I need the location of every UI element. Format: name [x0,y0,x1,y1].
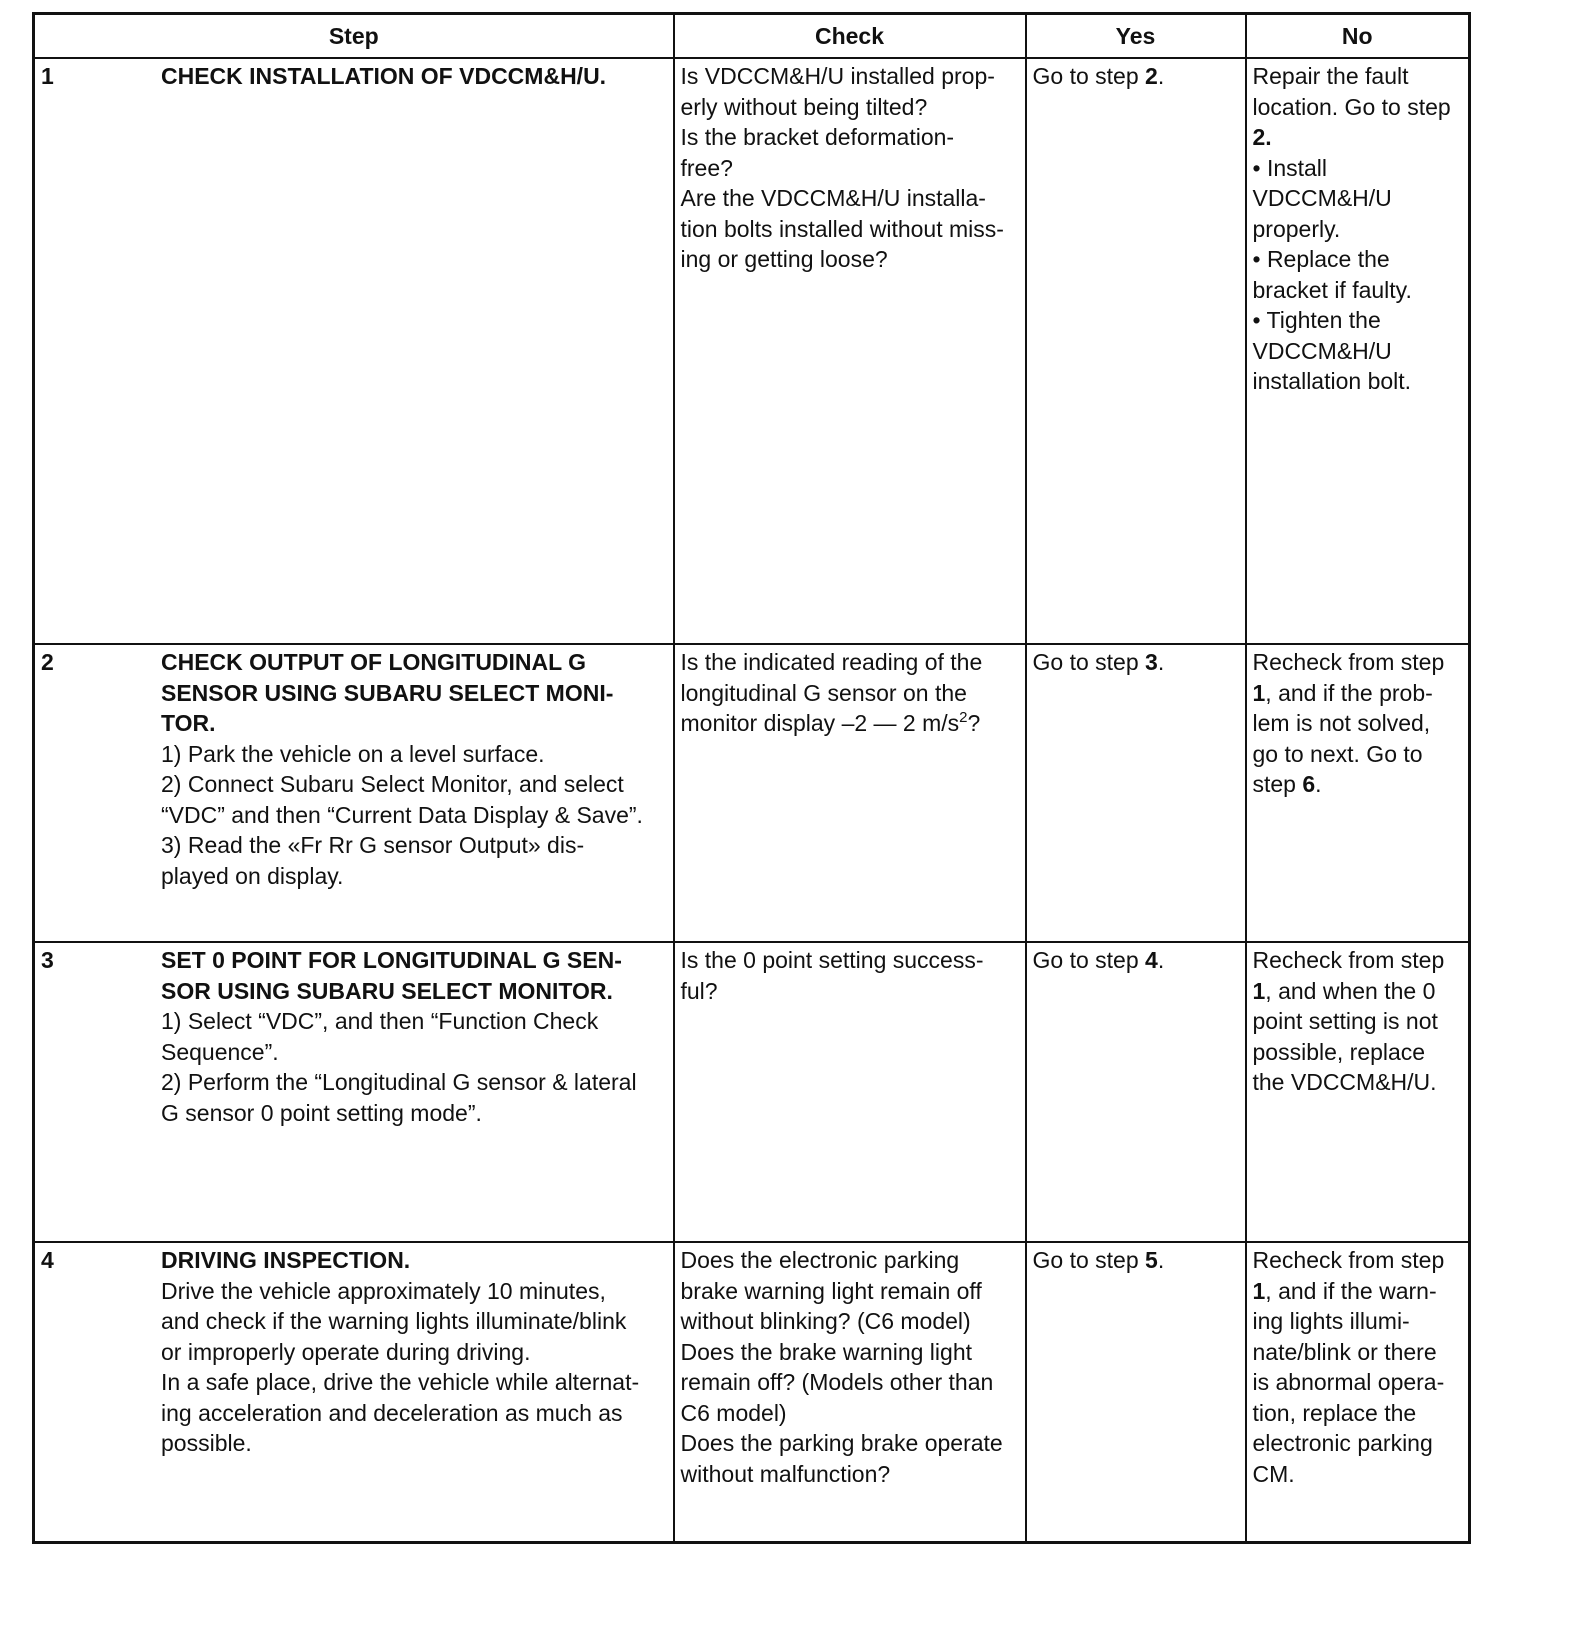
yes-cell [1026,58,1246,644]
check-line: Are the VDCCM&H/U installa- [680,185,986,211]
check-line: Is the indicated reading of the [680,649,983,675]
no-line: Recheck from step [1252,649,1445,675]
no-line: 1, and if the warn- [1252,1277,1437,1304]
step-title: DRIVING INSPECTION. [161,1247,411,1273]
yes-suffix: . [1157,1247,1165,1273]
step-number: 2 [41,649,54,675]
check-line: Does the electronic parking [680,1247,960,1273]
step-ref: 1 [1252,679,1266,706]
no-line: step 6. [1252,771,1322,797]
no-line: lem is not solved, [1252,710,1431,736]
check-line: ing or getting loose? [680,246,888,272]
header-no: No [1246,14,1470,59]
check-line: without malfunction? [680,1460,891,1487]
yes-suffix: . [1157,947,1165,973]
no-line: electronic parking [1252,1430,1433,1456]
no-line: Recheck from step [1252,1247,1445,1273]
no-cell [1246,644,1470,942]
step-title-line: SOR USING SUBARU SELECT MONITOR. [161,977,613,1004]
step-number: 3 [41,947,54,973]
check-line: Does the parking brake operate [680,1430,1003,1456]
check-cell [674,942,1026,1242]
check-cell [674,1242,1026,1543]
check-line [681,708,1019,739]
check-line: without blinking? (C6 model) [680,1308,971,1334]
no-line: installation bolt. [1252,368,1412,394]
step-content [161,1245,667,1459]
table-row [34,1242,1470,1543]
superscript: 2 [959,709,968,726]
header-yes: Yes [1026,14,1246,59]
check-line: Is the bracket deformation- [680,124,955,150]
step-content [161,61,667,92]
step-instruction: Sequence”. [161,1038,279,1065]
step-title: CHECK INSTALLATION OF VDCCM&H/U. [161,63,607,89]
no-line: 2. [1252,124,1272,150]
no-line: go to next. Go to [1252,740,1423,767]
yes-text: Go to step [1032,63,1146,89]
step-instruction: 1) Park the vehicle on a level surface. [161,740,545,767]
table-header-row [34,14,1470,59]
no-line: point setting is not [1252,1008,1438,1034]
diagnostic-table [32,12,1471,1544]
yes-step-ref: 3 [1145,649,1158,675]
step-instruction: played on display. [161,862,344,889]
no-cell [1246,1242,1470,1543]
check-line: remain off? (Models other than [680,1369,994,1395]
step-content [161,647,667,891]
step-instruction: 2) Perform the “Longitudinal G sensor & lateral [161,1069,637,1095]
step-number: 1 [41,63,54,89]
check-cell [674,58,1026,644]
yes-text: Go to step [1032,1247,1146,1273]
no-line: ing lights illumi- [1252,1308,1410,1334]
no-line: • Replace the [1252,246,1390,272]
yes-cell [1026,942,1246,1242]
check-line: Is the 0 point setting success- [680,947,984,973]
no-line: properly. [1252,215,1341,242]
yes-cell [1026,644,1246,942]
yes-text: Go to step [1032,649,1146,675]
check-line: Is VDCCM&H/U installed prop- [680,63,995,89]
check-line: brake warning light remain off [680,1277,982,1304]
step-ref: 1 [1252,1277,1266,1304]
step-cell [34,644,674,942]
yes-suffix: . [1157,649,1165,675]
step-number: 4 [41,1247,54,1273]
check-line: longitudinal G sensor on the [680,679,967,706]
step-instruction: and check if the warning lights illuminate/blink [161,1308,627,1334]
check-end: ? [967,710,981,736]
no-line: bracket if faulty. [1252,276,1412,303]
no-line: 1, and when the 0 [1252,977,1436,1004]
no-cell [1246,942,1470,1242]
no-line: VDCCM&H/U [1252,337,1392,364]
step-title-line: CHECK OUTPUT OF LONGITUDINAL G [161,649,587,675]
table-row [34,942,1470,1242]
no-line: • Tighten the [1252,307,1381,333]
no-line: location. Go to step [1252,93,1451,120]
no-line: nate/blink or there [1252,1338,1437,1365]
no-line: • Install [1252,154,1328,181]
yes-suffix: . [1157,63,1165,89]
step-cell [34,1242,674,1543]
header-check: Check [674,14,1026,59]
check-line: Does the brake warning light [680,1338,972,1365]
step-instruction: 2) Connect Subaru Select Monitor, and select [161,771,624,797]
check-line: free? [680,154,733,181]
check-line: C6 model) [680,1399,787,1426]
check-line: tion bolts installed without miss- [680,215,1004,242]
step-instruction: ing acceleration and deceleration as much as [161,1399,623,1426]
no-line: is abnormal opera- [1252,1369,1445,1395]
no-line: VDCCM&H/U [1252,185,1392,211]
check-cell [674,644,1026,942]
no-line: possible, replace [1252,1038,1426,1065]
step-title-line: SENSOR USING SUBARU SELECT MONI- [161,679,614,706]
table-row [34,58,1470,644]
step-cell [34,942,674,1242]
yes-step-ref: 2 [1145,63,1158,89]
step-instruction: or improperly operate during driving. [161,1338,531,1365]
header-step: Step [34,14,674,59]
no-line: tion, replace the [1252,1399,1417,1426]
check-text: monitor display –2 — 2 m/s [680,710,960,736]
step-instruction: 3) Read the «Fr Rr G sensor Output» dis- [161,832,585,858]
step-ref: 6 [1302,771,1316,797]
step-title-line: SET 0 POINT FOR LONGITUDINAL G SEN- [161,947,622,973]
yes-cell [1026,1242,1246,1543]
no-line: 1, and if the prob- [1252,679,1433,706]
no-line: the VDCCM&H/U. [1252,1069,1437,1095]
no-line: Recheck from step [1252,947,1445,973]
yes-step-ref: 4 [1145,947,1158,973]
step-title-line: TOR. [161,710,216,736]
step-content [161,945,667,1128]
step-ref: 1 [1252,977,1266,1004]
step-instruction: G sensor 0 point setting mode”. [161,1099,482,1126]
check-line: ful? [680,977,718,1004]
yes-step-ref: 5 [1145,1247,1158,1273]
step-instruction: “VDC” and then “Current Data Display & Save”. [161,801,643,828]
step-instruction: possible. [161,1430,252,1456]
no-cell [1246,58,1470,644]
step-instruction: 1) Select “VDC”, and then “Function Check [161,1008,599,1034]
no-line: Repair the fault [1252,63,1409,89]
check-line: erly without being tilted? [680,93,928,120]
step-instruction: Drive the vehicle approximately 10 minutes, [161,1277,606,1304]
table-row [34,644,1470,942]
yes-text: Go to step [1032,947,1146,973]
step-cell [34,58,674,644]
step-instruction: In a safe place, drive the vehicle while alternat- [161,1369,640,1395]
no-line: CM. [1252,1460,1295,1487]
